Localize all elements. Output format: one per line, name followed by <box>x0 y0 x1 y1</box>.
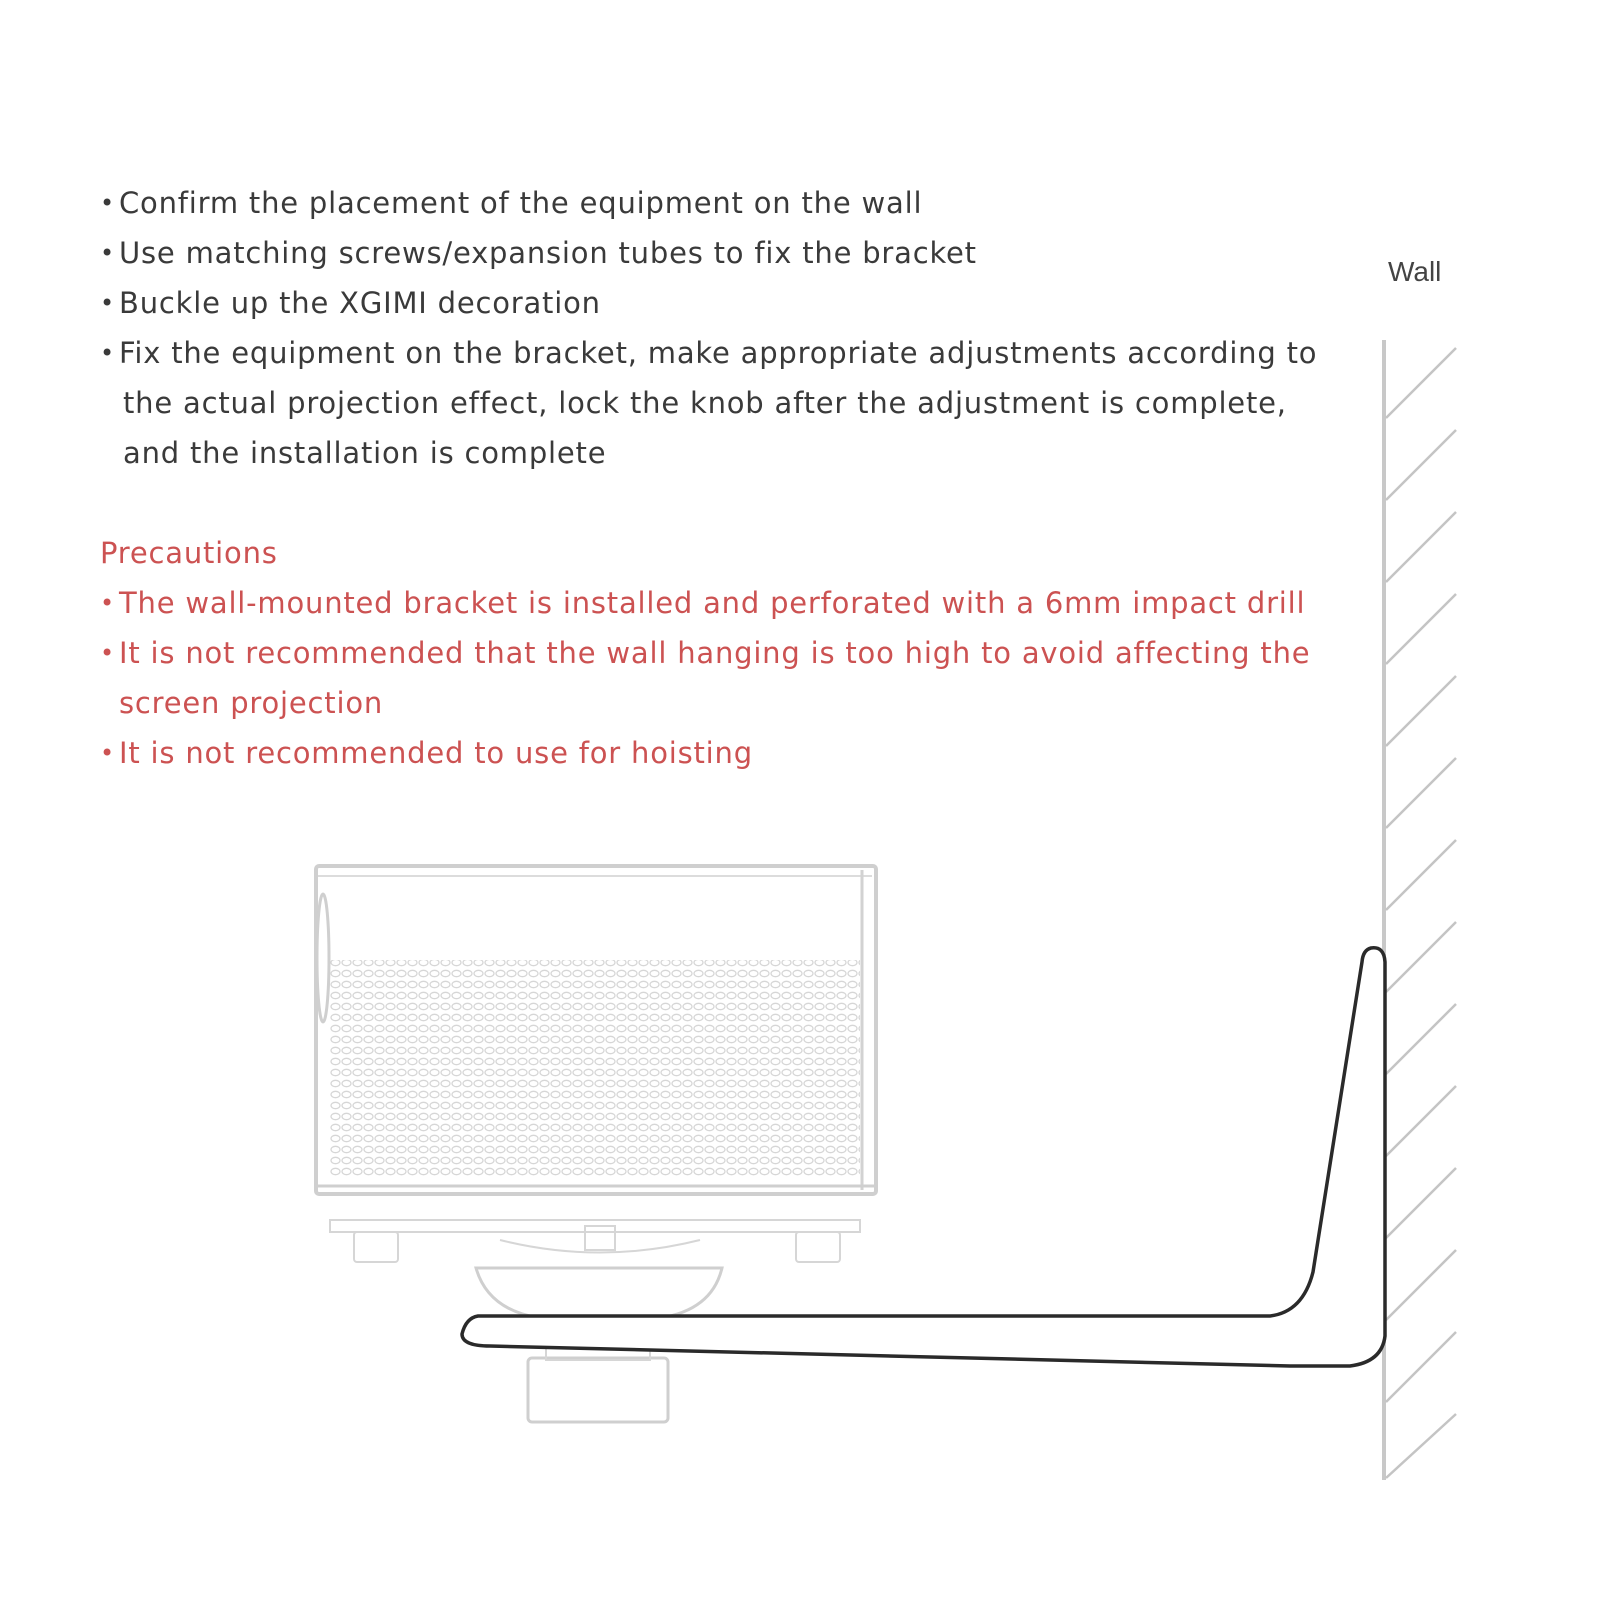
precaution-line: It is not recommended to use for hoisting <box>119 736 753 770</box>
installation-steps <box>100 178 1370 478</box>
step-line: Buckle up the XGIMI decoration <box>119 286 601 320</box>
bullet: • <box>100 639 115 667</box>
step-line: the actual projection effect, lock the knob after the adjustment is complete, <box>123 386 1287 420</box>
wall-hatch-icon <box>1384 340 1456 1480</box>
precaution-text <box>119 578 1370 628</box>
bullet: • <box>100 589 115 617</box>
step-text <box>119 178 1370 228</box>
wall-bracket-icon <box>462 948 1385 1366</box>
step-line: Fix the equipment on the bracket, make appropriate adjustments according to <box>119 336 1318 370</box>
step-item <box>100 278 1370 328</box>
precautions-heading: Precautions <box>100 536 278 570</box>
bullet: • <box>100 739 115 767</box>
precaution-line: It is not recommended that the wall hanging is too high to avoid affecting the <box>119 636 1311 670</box>
step-item <box>100 178 1370 228</box>
bullet: • <box>100 189 115 217</box>
precaution-line: screen projection <box>119 686 384 720</box>
step-line: Use matching screws/expansion tubes to fix the bracket <box>119 236 977 270</box>
step-text <box>119 228 1370 278</box>
step-line: Confirm the placement of the equipment on the wall <box>119 186 923 220</box>
step-text <box>119 328 1370 478</box>
step-item <box>100 228 1370 278</box>
bullet: • <box>100 239 115 267</box>
step-line: and the installation is complete <box>123 436 607 470</box>
precaution-item <box>100 578 1370 628</box>
precaution-text <box>119 628 1370 728</box>
precaution-text <box>119 728 1370 778</box>
step-item <box>100 328 1370 478</box>
bullet: • <box>100 339 115 367</box>
projector-icon <box>316 866 876 1422</box>
precaution-item <box>100 728 1370 778</box>
wall-label: Wall <box>1388 256 1442 287</box>
precaution-item <box>100 628 1370 728</box>
precautions-section <box>100 528 1370 778</box>
precaution-line: The wall-mounted bracket is installed and perforated with a 6mm impact drill <box>119 586 1306 620</box>
step-text <box>119 278 1370 328</box>
bullet: • <box>100 289 115 317</box>
